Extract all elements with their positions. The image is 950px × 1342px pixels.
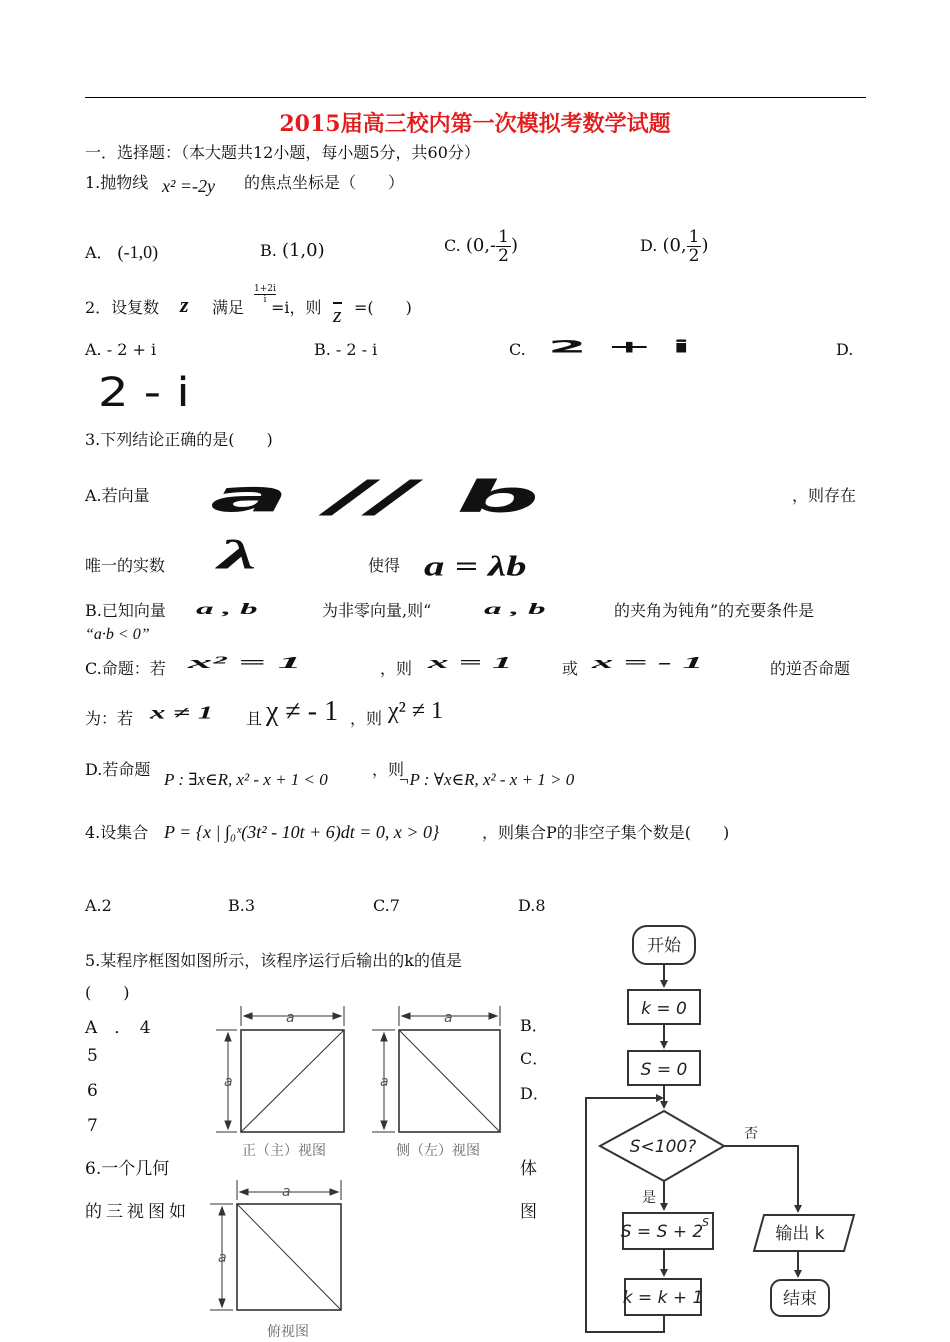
q2-option-b: B. - 2 - i bbox=[314, 340, 378, 359]
q5-value-6: 6 bbox=[87, 1081, 98, 1101]
flow-update-s-label: S = S + 2 bbox=[620, 1222, 704, 1242]
q5-option-d: D． bbox=[520, 1084, 549, 1103]
q5-option-c: C． bbox=[520, 1049, 549, 1068]
front-width-label: a bbox=[286, 1010, 295, 1026]
q2-zbar: z bbox=[333, 302, 342, 327]
flow-s0-label: S = 0 bbox=[640, 1060, 688, 1080]
q3-d-np: ¬P : ∀x∈R, x² - x + 1 > 0 bbox=[398, 770, 575, 789]
q5-stem: 5.某程序框图如图所示，该程序运行后输出的k的值是 bbox=[85, 951, 462, 970]
side-width-label: a bbox=[444, 1010, 453, 1026]
side-height-label: a bbox=[380, 1074, 389, 1090]
flow-exponent-label: S bbox=[702, 1216, 709, 1229]
q1-option-c: C. (0,- $\frac{1}{2}$ ) bbox=[444, 227, 518, 266]
q3-b-suffix: 的夹角为钝角”的充要条件是 bbox=[614, 601, 815, 620]
q3-b-ab2: a , b bbox=[484, 599, 546, 618]
q3-c2-then: ，则 bbox=[350, 709, 383, 728]
q2-option-c-value: 2 + i bbox=[548, 337, 691, 358]
q2-z: z bbox=[180, 292, 189, 317]
q5-option-b: B． bbox=[520, 1016, 548, 1035]
q2-option-d-value: 2 - i bbox=[98, 370, 190, 416]
q3-a-suffix: ，则存在 bbox=[792, 486, 857, 505]
q3-c2-res: χ² ≠ 1 bbox=[388, 698, 444, 724]
page-title: 2015届高三校内第一次模拟考数学试题 bbox=[279, 111, 671, 137]
flow-condition-label: S<100? bbox=[629, 1137, 697, 1157]
q1-stem-suffix: 的焦点坐标是（ ） bbox=[244, 173, 405, 192]
q3-lambda: λ bbox=[218, 532, 257, 579]
q2-option-a: A. - 2 + i bbox=[85, 340, 157, 359]
q3-a2-prefix: 唯一的实数 bbox=[85, 556, 166, 575]
top-height-label: a bbox=[218, 1250, 227, 1266]
q5-option-a: A ． 4 bbox=[85, 1018, 151, 1038]
flow-k0-label: k = 0 bbox=[641, 999, 687, 1019]
q2-option-d-label: D. bbox=[836, 340, 854, 359]
three-view-figure bbox=[200, 1000, 520, 1342]
q3-d-then: ，则 bbox=[372, 760, 405, 779]
flow-no-label: 否 bbox=[744, 1126, 758, 1142]
top-width-label: a bbox=[282, 1184, 291, 1200]
q2-option-c-label: C. bbox=[509, 340, 526, 359]
q4-option-b: B.3 bbox=[228, 896, 256, 915]
q3-c-suffix: 的逆否命题 bbox=[770, 659, 851, 678]
q5-value-5: 5 bbox=[87, 1046, 98, 1066]
q3-b-mid: 为非零向量,则“ bbox=[322, 601, 432, 620]
q3-c-or: 或 bbox=[562, 659, 579, 678]
q3-b-prefix: B.已知向量 bbox=[85, 601, 166, 620]
q1-option-d: D. (0, $\frac{1}{2}$ ) bbox=[640, 227, 709, 266]
flow-end-label: 结束 bbox=[783, 1289, 817, 1309]
q3-a-prefix: A.若向量 bbox=[85, 486, 150, 505]
flow-start-label: 开始 bbox=[647, 936, 681, 956]
q3-a2-mid: 使得 bbox=[368, 556, 401, 575]
header-rule bbox=[85, 97, 866, 98]
q2-eq-i: =i，则 bbox=[271, 298, 322, 317]
q3-b-ab: a , b bbox=[196, 599, 258, 618]
q3-c2-prefix: 为：若 bbox=[85, 709, 134, 728]
q2-stem-mid: 满足 bbox=[212, 298, 245, 317]
q3-c-xm1: x = - 1 bbox=[592, 654, 704, 673]
q3-stem: 3.下列结论正确的是( ) bbox=[85, 430, 273, 449]
q6-stem-a: 6.一个几何 bbox=[85, 1159, 170, 1179]
front-height-label: a bbox=[224, 1074, 233, 1090]
q3-c-then: ，则 bbox=[380, 659, 413, 678]
q4-option-d: D.8 bbox=[518, 896, 546, 915]
q3-c2-x: x ≠ 1 bbox=[150, 702, 214, 723]
q1-option-b: B. (1,0) bbox=[260, 240, 325, 261]
q6-stem-c: 的三视图如 bbox=[85, 1202, 190, 1222]
flow-update-k-label: k = k + 1 bbox=[622, 1288, 704, 1308]
q1-stem-prefix: 1.抛物线 bbox=[85, 173, 149, 192]
q4-option-c: C.7 bbox=[373, 896, 400, 915]
q2-stem-prefix: 2．设复数 bbox=[85, 298, 160, 317]
q2-fraction: 1+2i i bbox=[254, 284, 276, 305]
q3-a-math: a // b bbox=[210, 471, 540, 523]
flowchart bbox=[578, 918, 868, 1342]
flow-yes-label: 是 bbox=[642, 1190, 656, 1206]
q1-stem-math: x² =-2y bbox=[162, 176, 216, 196]
q3-c2-and: 且 bbox=[246, 709, 263, 728]
q3-a2-math: a = λb bbox=[424, 550, 527, 583]
q6-stem-b: 体 bbox=[520, 1159, 537, 1179]
q4-stem-suffix: ，则集合P的非空子集个数是( ) bbox=[482, 823, 730, 842]
q5-value-7: 7 bbox=[87, 1116, 98, 1136]
q4-set-math: P = {x | ∫₀ˣ(3t² - 10t + 6)dt = 0, x > 0} bbox=[164, 822, 440, 842]
q3-c-x1: x = 1 bbox=[428, 654, 513, 673]
flow-output-label: 输出 k bbox=[775, 1224, 825, 1244]
q3-d-p: P : ∃x∈R, x² - x + 1 < 0 bbox=[164, 770, 328, 789]
q3-c-x2: x² = 1 bbox=[188, 654, 302, 673]
front-view-label: 正（主）视图 bbox=[242, 1143, 326, 1159]
top-view-label: 俯视图 bbox=[267, 1324, 309, 1340]
q3-c2-chi: χ ≠ - 1 bbox=[266, 696, 339, 727]
q4-stem-prefix: 4.设集合 bbox=[85, 823, 149, 842]
q3-b2: “a·b < 0” bbox=[85, 626, 150, 643]
q2-stem-suffix: =( ) bbox=[354, 298, 412, 317]
q5-paren: ( ) bbox=[85, 983, 130, 1002]
q6-stem-d: 图 bbox=[520, 1202, 537, 1222]
side-view-label: 侧（左）视图 bbox=[396, 1143, 480, 1159]
q3-c-prefix: C.命题：若 bbox=[85, 659, 166, 678]
section-heading: 一．选择题：（本大题共12小题，每小题5分，共60分） bbox=[85, 143, 480, 162]
q1-option-a: A． (-1,0) bbox=[85, 242, 159, 262]
q3-d-prefix: D.若命题 bbox=[85, 760, 151, 779]
q4-option-a: A.2 bbox=[85, 896, 112, 915]
